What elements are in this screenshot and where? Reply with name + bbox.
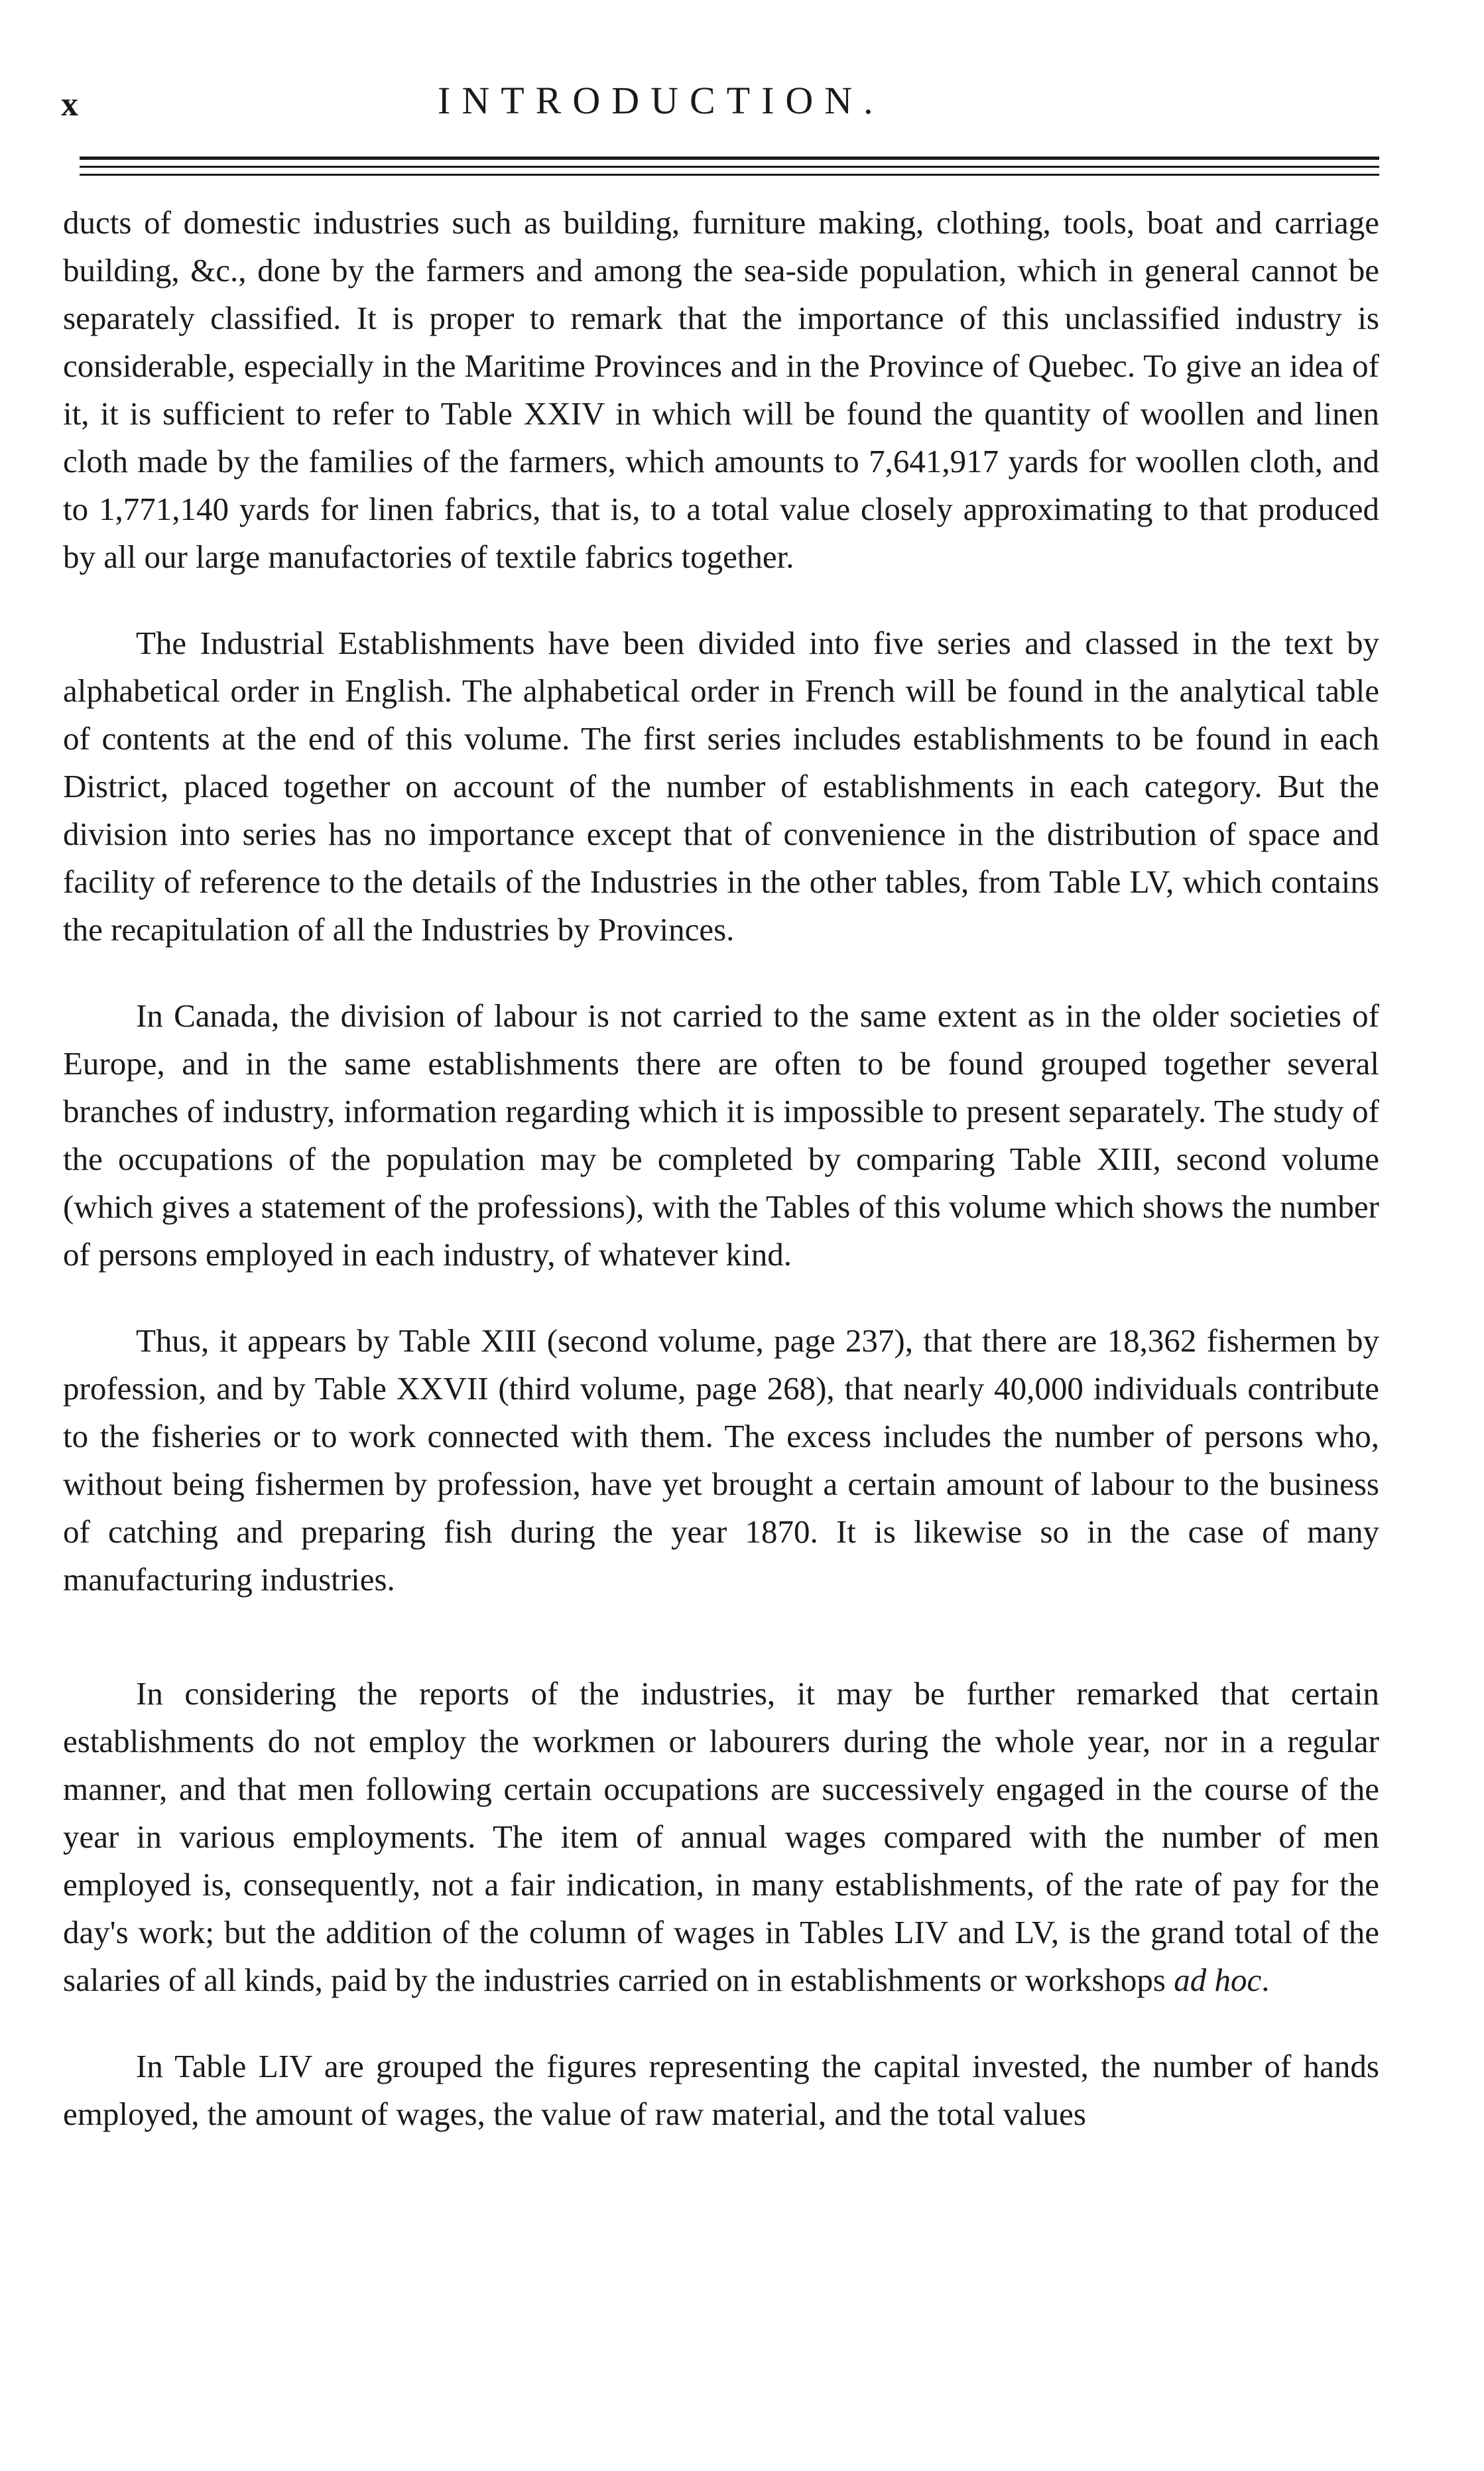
annual-wages-text: In considering the reports of the industries, it may be further remarked that certain establishments do not employ the workmen or labourers during the whole year, nor in a regular manner, and that men following certain occupations are successively engaged in the course of the year in various employments. The item of annual wages compared with the number of men employed is, consequently, not a fair indication, in many establishments, of the rate of pay for the day's work; but the addition of the column of wages in Tables LIV and LV, is the grand total of the salaries of all kinds, paid by the industries carried on in establishments or workshops [63,1675,1379,1998]
running-title: INTRODUCTION. [438,79,885,122]
paragraph-industrial-establishments: The Industrial Establishments have been divided into five series and classed in the text by alphabetical order in English. The alphabetical order in French will be found in the analytical table of contents at the end of this volume. The first series includes establishments to be found in each District, placed together on account of the number of establishments in each category. But the division into series has no importance except that of convenience in the distribution of space and facility of reference to the details of the Industries in the other tables, from Table LV, which contains the recapitulation of all the Industries by Provinces. [63,625,1379,948]
body-text [63,199,1379,2138]
header-rule-thick [80,157,1379,160]
paragraph-division-of-labour: In Canada, the division of labour is not carried to the same extent as in the older societies of Europe, and in the same establishments there are often to be found grouped together several branches of industry, information regarding which it is impossible to present separately. The study of the occupations of the population may be completed by comparing Table XIII, second volume (which gives a statement of the professions), with the Tables of this volume which shows the number of persons employed in each industry, of whatever kind. [63,997,1379,1273]
paragraph-domestic-industries: ducts of domestic industries such as building, furniture making, clothing, tools, boat and carriage building, &c., done by the farmers and among the sea-side population, which in general cannot be separately classified. It is proper to remark that the importance of this unclassified industry is considerable, especially in the Maritime Provinces and in the Province of Quebec. To give an idea of it, it is sufficient to refer to Table XXIV in which will be found the quantity of woollen and linen cloth made by the families of the farmers, which amounts to 7,641,917 yards for woollen cloth, and to 1,771,140 yards for linen fabrics, that is, to a total value closely approximating to that produced by all our large manufactories of textile fabrics together. [63,204,1379,575]
paragraph-table-liv: In Table LIV are grouped the figures representing the capital invested, the number of hands employed, the amount of wages, the value of raw material, and the total values [63,2048,1379,2132]
header-rule-bottom [80,174,1379,176]
header-rule-thin [80,166,1379,168]
page-number: x [61,86,78,123]
paragraph-annual-wages [63,1670,1379,2004]
paragraph-fishermen: Thus, it appears by Table XIII (second volume, page 237), that there are 18,362 fishermen by profession, and by Table XXVII (third volume, page 268), that nearly 40,000 individuals contribute to the fisheries or to work connected with them. The excess includes the number of persons who, without being fishermen by profession, have yet brought a certain amount of labour to the business of catching and preparing fish during the year 1870. It is likewise so in the case of many manufacturing industries. [63,1322,1379,1598]
annual-wages-end: . [1261,1962,1270,1998]
latin-phrase: ad hoc [1174,1962,1262,1998]
